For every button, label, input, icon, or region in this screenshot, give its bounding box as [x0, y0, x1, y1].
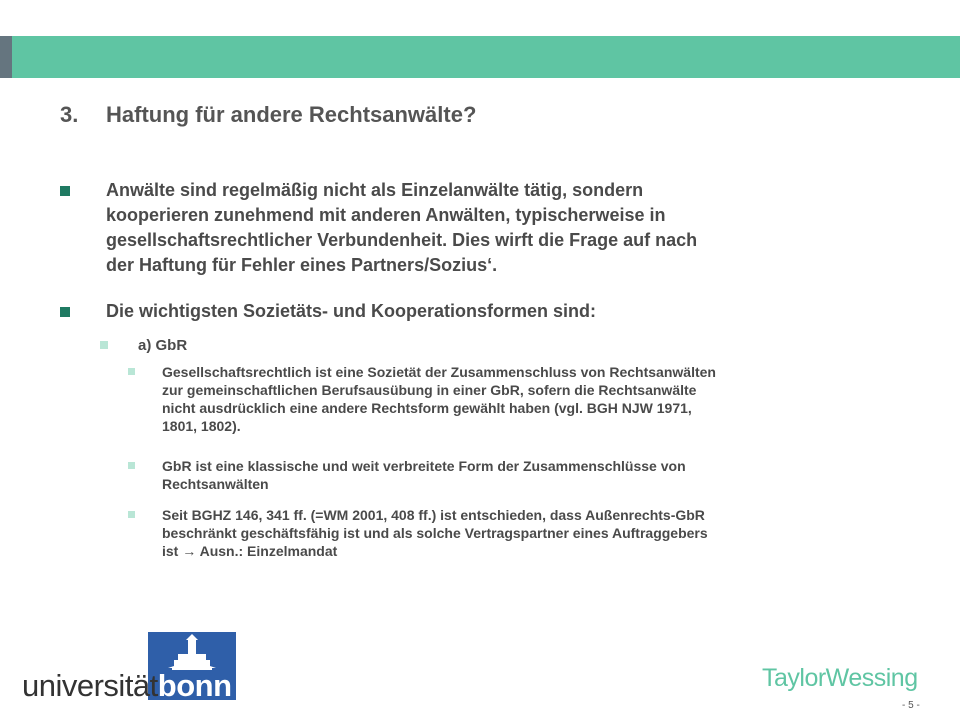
uni-wordmark	[22, 668, 232, 704]
uni-wordmark-regular: universität	[22, 668, 158, 703]
bullet-line: Anwälte sind regelmäßig nicht als Einzelanwälte tätig, sondern	[106, 180, 644, 200]
subitem-text: a) GbR	[138, 337, 188, 354]
uni-wordmark-bold: bonn	[157, 668, 232, 703]
subsubitem-line: beschränkt geschäftsfähig ist und als solche Vertragspartner eines Auftraggebers	[162, 525, 708, 541]
subsubitem-line: Seit BGHZ 146, 341 ff. (=WM 2001, 408 ff.) ist entschieden, dass Außenrechts-GbR	[162, 507, 705, 523]
bullet-text	[106, 299, 886, 324]
subsubitem-text	[162, 506, 912, 560]
header-accent	[0, 36, 12, 78]
subsubitem-line: 1801, 1802).	[162, 418, 241, 434]
taylorwessing-logo: TaylorWessing	[762, 664, 918, 692]
subsubitem-line: zur gemeinschaftlichen Berufsausübung in einer GbR, sofern die Rechtsanwälte	[162, 382, 697, 398]
bullet-line: kooperieren zunehmend mit anderen Anwälten, typischerweise in	[106, 205, 666, 225]
header-bar	[0, 36, 960, 78]
bullet-square-icon	[60, 307, 70, 317]
bullet-line: Die wichtigsten Sozietäts- und Kooperationsformen sind:	[106, 301, 597, 321]
subsubitem-line: GbR ist eine klassische und weit verbreitete Form der Zusammenschlüsse von	[162, 458, 686, 474]
bullet-square-icon	[100, 341, 108, 349]
title-number: 3.	[60, 102, 79, 127]
subsubitem-line: Rechtsanwälten	[162, 476, 269, 492]
bullet-square-icon	[60, 186, 70, 196]
bullet-line: der Haftung für Fehler eines Partners/Sozius‘.	[106, 255, 498, 275]
subsubitem-text	[162, 457, 912, 493]
bullet-square-icon	[128, 368, 135, 375]
slide-title	[60, 102, 476, 128]
subsubitem-line: Gesellschaftsrechtlich ist eine Sozietät der Zusammenschluss von Rechtsanwälten	[162, 364, 716, 380]
subsubitem-line: ist → Ausn.: Einzelmandat	[162, 543, 338, 559]
bullet-square-icon	[128, 511, 135, 518]
universitaet-bonn-logo	[22, 632, 242, 704]
bullet-text	[106, 178, 886, 278]
subsubitem-line: nicht ausdrücklich eine andere Rechtsform gewählt haben (vgl. BGH NJW 1971,	[162, 400, 692, 416]
title-text: Haftung für andere Rechtsanwälte?	[106, 102, 477, 127]
bullet-square-icon	[128, 462, 135, 469]
subsubitem-text	[162, 363, 912, 435]
bullet-line: gesellschaftsrechtlicher Verbundenheit. Dies wirft die Frage auf nach	[106, 230, 698, 250]
page-number: - 5 -	[902, 700, 920, 711]
